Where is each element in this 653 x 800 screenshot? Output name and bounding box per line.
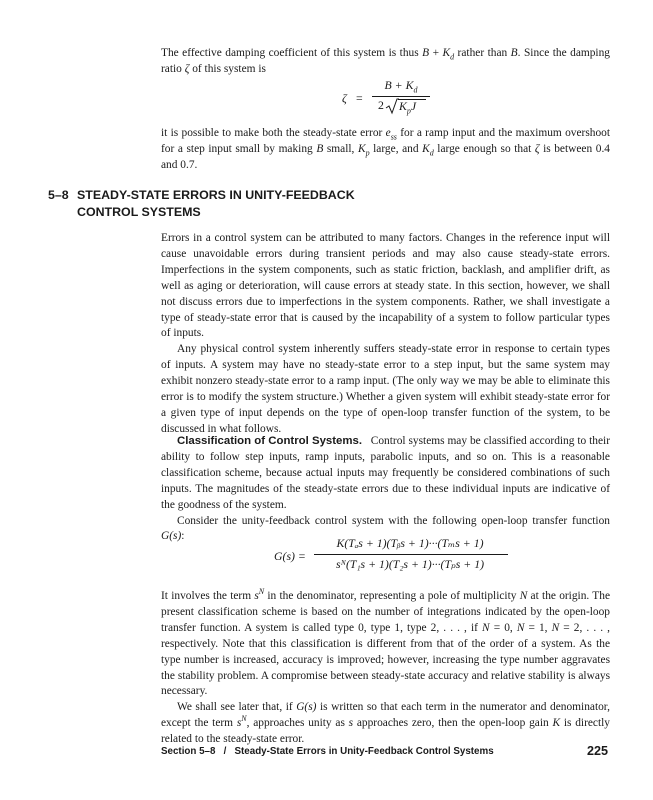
zeta-symbol: ζ bbox=[342, 91, 347, 105]
transfer-function-denominator: sᴺ(T₁s + 1)(T₂s + 1)···(Tₚs + 1) bbox=[335, 557, 485, 571]
classification-paragraph-4: We shall see later that, if G(s) is written so that each term in the numerator and denominator, except the term $s^N$, approaches unity as s approaches zero, then the open-loop gain K is directly related to the steady-state error. bbox=[161, 701, 610, 746]
section-paragraph-1: Errors in a control system can be attributed to many factors. Changes in the reference input will cause unavoidable errors during transient periods and may also cause steady-state errors. Imperfections in the system components, such as static friction, backlash, and amplifier drift, as well as aging or deterioration, will cause errors at steady state. In this section, however, we shall not discuss errors due to imperfections in the system components. Rather, we shall investigate a type of steady-state error that is caused by the incapability of a system to follow particular types of inputs. bbox=[161, 232, 610, 340]
classification-runhead: Classification of Control Systems. bbox=[177, 435, 363, 447]
section-paragraph-2: Any physical control system inherently suffers steady-state error in response to certain types of inputs. A system may have no steady-state error to a step input, but the same system may exhibit nonzero steady-state error to a ramp input. (The only way we may be able to eliminate this error is to modify the system structure.) Whether a given system will exhibit steady-state error for a given type of input depends on the type of open-loop transfer function of the system, to be discussed in what follows. bbox=[161, 343, 610, 435]
intro-text-1: The effective damping coefficient of this system is thus $B + K_d$ rather than B. Since the damping ratio ζ of this system is bbox=[161, 47, 610, 75]
transfer-function-fraction-bar bbox=[314, 554, 508, 555]
page-number: 225 bbox=[587, 744, 609, 758]
equals-sign: = bbox=[356, 91, 363, 105]
section-title-line-2: CONTROL SYSTEMS bbox=[77, 205, 201, 219]
classification-paragraph-1: Classification of Control Systems. Control systems may be classified according to their ability to follow step inputs, ramp inputs, parabolic inputs, and so on. This is a reasonable classification scheme, because actual inputs may frequently be considered combinations of such inputs. The magnitudes of the steady-state errors due to these individual inputs are indicative of the goodness of the system. bbox=[161, 435, 611, 511]
section-number: 5–8 bbox=[48, 188, 69, 202]
zeta-denominator-radicand: $K_pJ$ bbox=[399, 99, 417, 116]
classification-paragraph-2: Consider the unity-feedback control system with the following open-loop transfer function G(s): bbox=[161, 514, 610, 543]
zeta-numerator: $B + K_d$ bbox=[384, 78, 418, 95]
classification-paragraph-3: It involves the term $s^N$ in the denominator, representing a pole of multiplicity N at the origin. The present classification scheme is based on the number of integrations indicated by the open-loop transfer function. A system is called type 0, type 1, type 2, . . . , if N = 0, N = 1, N = 2, . . . , respectively. Note that this classification is different from that of the order of a system. As the type number is increased, accuracy is improved; however, increasing the type number aggravates the stability problem. A compromise between steady-state accuracy and relative stability is always necessary. bbox=[161, 587, 611, 698]
zeta-denominator-coef: 2 bbox=[378, 98, 384, 112]
running-footer: Section 5–8 / Steady-State Errors in Unity-Feedback Control Systems bbox=[161, 746, 494, 757]
transfer-function-numerator: K(Tₐs + 1)(Tᵦs + 1)···(Tₘs + 1) bbox=[336, 536, 484, 550]
classification-section-cont bbox=[161, 589, 610, 748]
section-title-line-1: STEADY-STATE ERRORS IN UNITY-FEEDBACK bbox=[77, 188, 355, 202]
transfer-function-lhs: G(s) = bbox=[274, 549, 306, 563]
intro-text-2: it is possible to make both the steady-state error $e_{ss}$ for a ramp input and the maximum overshoot for a step input small by making B small, $K_p$ large, and $K_d$ large enough so that ζ is between 0.4 and 0.7. bbox=[161, 127, 611, 171]
